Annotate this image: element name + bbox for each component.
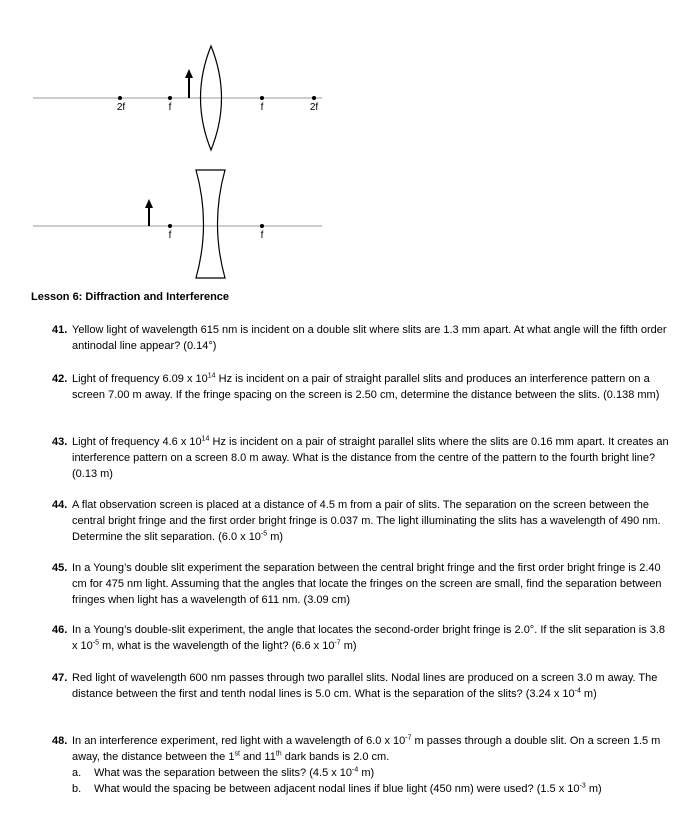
question-number: 43. (52, 436, 68, 448)
focal-point-dot (118, 96, 122, 100)
question-text: In a Young’s double slit experiment the separation between the central bright fringe and the first order bright fringe is 2.40 cm for 475 nm light. Assuming that the angles that locate the fringes on the screen are small, find the separation between fringes when light has a wavelength of 611 nm. (3.09 cm) (72, 562, 662, 606)
lens-diagrams (0, 0, 689, 290)
label-f-right: f (260, 102, 264, 113)
question-number: 41. (52, 324, 68, 336)
focal-point-dot (312, 96, 316, 100)
concave-lens-diagram (33, 170, 322, 278)
question-text: Yellow light of wavelength 615 nm is incident on a double slit where slits are 1.3 mm apart. At what angle will the fifth order antinodal line appear? (0.14°) (72, 324, 667, 352)
question-48 (52, 733, 672, 797)
question-text: A flat observation screen is placed at a distance of 4.5 m from a pair of slits. The separation on the screen between the central bright fringe and the first order bright fringe is 0.037 m. The light illuminating the slits has a wavelength of 490 nm. Determine the slit separation. (6.0 x $10^{-5}$ m) (72, 499, 661, 543)
question-text: In a Young’s double-slit experiment, the angle that locates the second-order bright fringe is 2.0°. If the slit separation is 3.8 x $10^{-5}$ m, what is the wavelength of the light? (6.6 x $10^{-7}$ m) (72, 624, 666, 652)
subpart-b (72, 781, 672, 797)
subpart-label: a. (72, 767, 82, 779)
question-44 (52, 497, 672, 545)
question-46 (52, 622, 672, 654)
subpart-label: b. (72, 783, 82, 795)
focal-point-dot (260, 224, 264, 228)
object-arrow (145, 199, 153, 226)
question-number: 46. (52, 624, 68, 636)
label-2f-left: 2f (116, 102, 126, 113)
question-number: 45. (52, 562, 68, 574)
concave-lens (196, 170, 225, 278)
label-2f-right: 2f (309, 102, 319, 113)
label-f-left: f (168, 102, 172, 113)
subpart-text: What would the spacing be between adjacent nodal lines if blue light (450 nm) were used? (1.5 x $10^{-3}$ m) (94, 782, 602, 795)
question-41 (52, 322, 672, 354)
focal-point-dot (168, 96, 172, 100)
question-number: 47. (52, 672, 68, 684)
question-43 (52, 434, 672, 482)
question-text: In an interference experiment, red light with a wavelength of 6.0 x $10^{-7}$ m passes through a double slit. On a screen 1.5 m away, the distance between the 1st and 11th dark bands is 2.0 cm. (72, 734, 661, 763)
question-42 (52, 371, 672, 403)
lesson-title: Lesson 6: Diffraction and Interference (31, 291, 230, 303)
label-f-right: f (260, 230, 264, 241)
question-number: 48. (52, 735, 68, 747)
subpart-a (72, 765, 672, 781)
subpart-list (72, 765, 672, 797)
question-text: Light of frequency 6.09 x $10^{14}$ Hz is incident on a pair of straight parallel slits and produces an interference pattern on a screen 7.00 m away. If the fringe spacing on the screen is 2.50 cm, determine the distance between the slits. (0.138 mm) (72, 372, 660, 401)
question-47 (52, 670, 672, 702)
question-number: 42. (52, 373, 68, 385)
question-text: Red light of wavelength 600 nm passes through two parallel slits. Nodal lines are produced on a screen 3.0 m away. The distance between the first and tenth nodal lines is 5.0 cm. What is the separation of the slits? (3.24 x $10^{-4}$ m) (72, 672, 658, 700)
label-f-left: f (168, 230, 172, 241)
object-arrow (185, 69, 193, 98)
convex-lens-diagram (33, 46, 322, 150)
subpart-text: What was the separation between the slits? (4.5 x $10^{-4}$ m) (94, 766, 375, 779)
focal-point-dot (168, 224, 172, 228)
question-text: Light of frequency 4.6 x $10^{14}$ Hz is incident on a pair of straight parallel slits where the slits are 0.16 mm apart. It creates an interference pattern on a screen 8.0 m away. What is the distance from the centre of the pattern to the fourth bright line? (0.13 m) (72, 435, 669, 480)
focal-point-dot (260, 96, 264, 100)
question-45 (52, 560, 672, 608)
question-number: 44. (52, 499, 68, 511)
